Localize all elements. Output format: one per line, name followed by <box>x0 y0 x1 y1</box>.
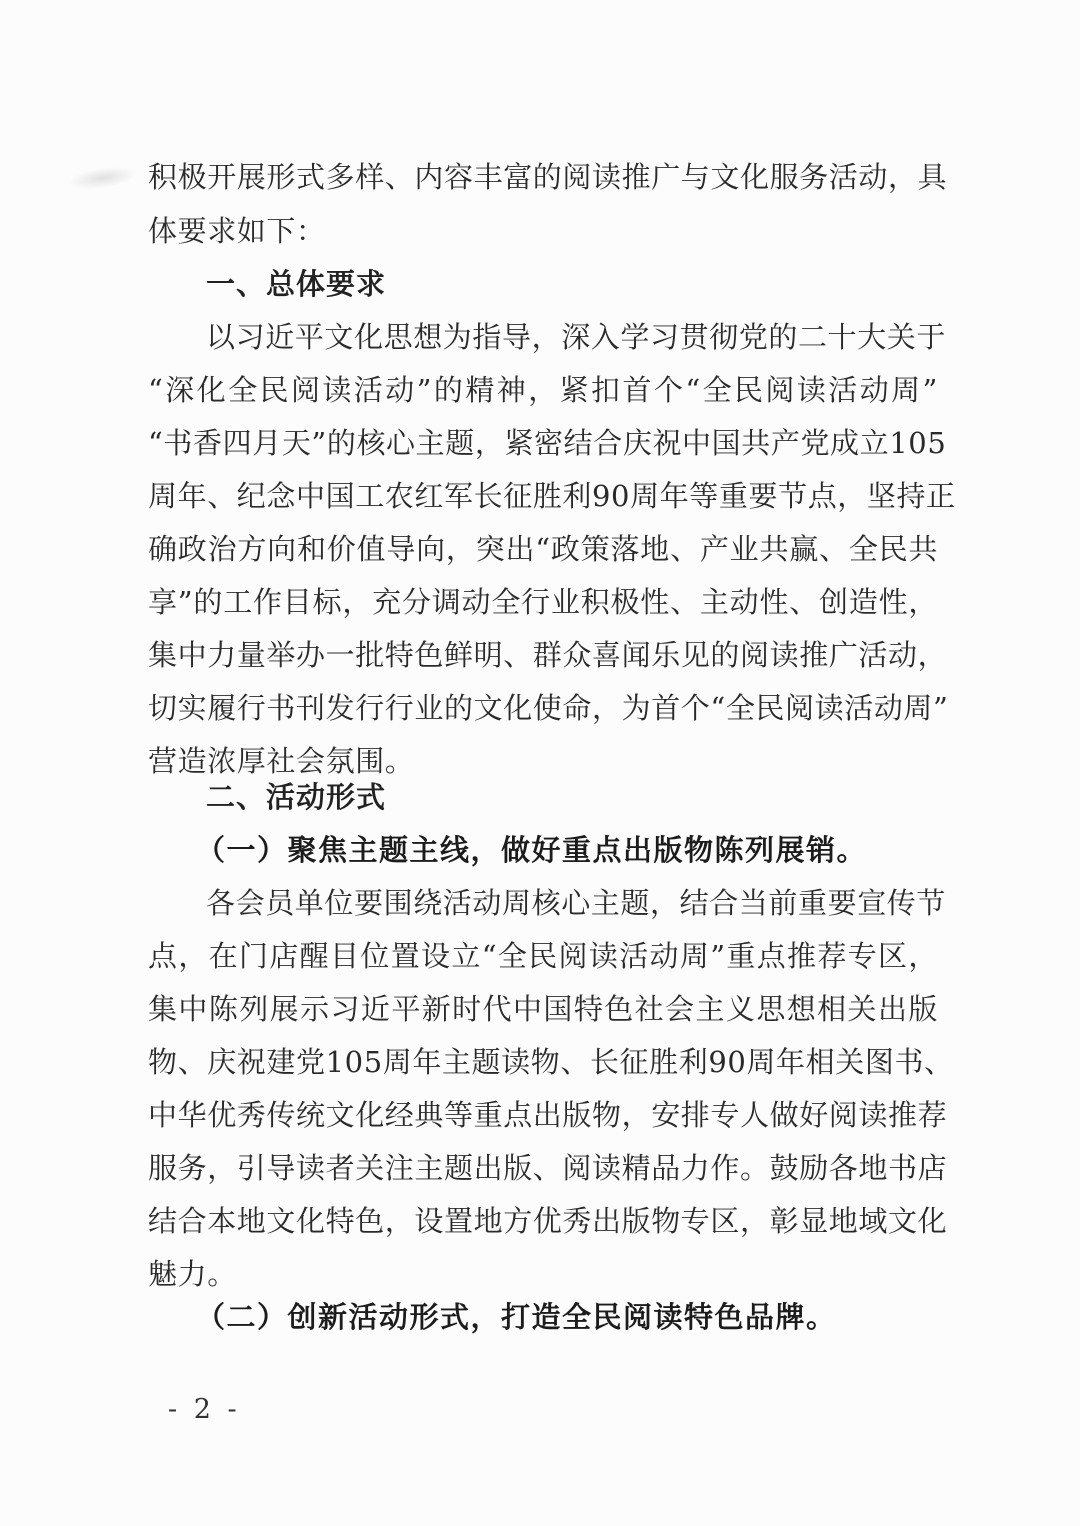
section-2-sub-1-line-1: 各会员单位要围绕活动周核心主题，结合当前重要宣传节 <box>206 886 947 920</box>
section-2-sub-1-line-5: 中华优秀传统文化经典等重点出版物，安排专人做好阅读推荐 <box>148 1098 948 1132</box>
section-2-sub-1-heading: （一）聚焦主题主线，做好重点出版物陈列展销。 <box>196 833 868 867</box>
section-2-sub-1-line-2: 点，在门店醒目位置设立“全民阅读活动周”重点推荐专区， <box>148 939 938 973</box>
section-2-sub-1-line-4: 物、庆祝建党105周年主题读物、长征胜利90周年相关图书、 <box>148 1045 954 1079</box>
section-1-line-2: “深化全民阅读活动”的精神，紧扣首个“全民阅读活动周” <box>148 373 938 407</box>
section-1-line-5: 确政治方向和价值导向，突出“政策落地、产业共赢、全民共 <box>148 532 938 566</box>
section-2-sub-1-line-6: 服务，引导读者关注主题出版、阅读精品力作。鼓励各地书店 <box>148 1151 948 1185</box>
section-2-sub-1-line-8: 魅力。 <box>148 1257 237 1291</box>
page-number: - 2 - <box>168 1394 241 1425</box>
section-1-line-3: “书香四月天”的核心主题，紧密结合庆祝中国共产党成立105 <box>148 426 947 460</box>
section-2-sub-2-heading: （二）创新活动形式，打造全民阅读特色品牌。 <box>196 1300 837 1334</box>
intro-line-2: 体要求如下： <box>148 214 326 248</box>
section-1-line-8: 切实履行书刊发行行业的文化使命，为首个“全民阅读活动周” <box>148 691 949 725</box>
section-1-line-7: 集中力量举办一批特色鲜明、群众喜闻乐见的阅读推广活动， <box>148 638 948 672</box>
section-2-sub-1-line-3: 集中陈列展示习近平新时代中国特色社会主义思想相关出版 <box>148 992 938 1026</box>
section-1-line-6: 享”的工作目标，充分调动全行业积极性、主动性、创造性， <box>148 585 938 619</box>
section-1-heading: 一、总体要求 <box>206 267 387 301</box>
section-2-sub-1-line-7: 结合本地文化特色，设置地方优秀出版物专区，彰显地域文化 <box>148 1204 948 1238</box>
section-1-line-9: 营造浓厚社会氛围。 <box>148 744 415 778</box>
scan-smudge <box>67 163 139 193</box>
section-2-heading: 二、活动形式 <box>206 780 387 814</box>
intro-line-1: 积极开展形式多样、内容丰富的阅读推广与文化服务活动，具 <box>148 160 948 194</box>
section-1-line-4: 周年、纪念中国工农红军长征胜利90周年等重要节点，坚持正 <box>148 479 956 513</box>
section-1-line-1: 以习近平文化思想为指导，深入学习贯彻党的二十大关于 <box>206 320 947 354</box>
